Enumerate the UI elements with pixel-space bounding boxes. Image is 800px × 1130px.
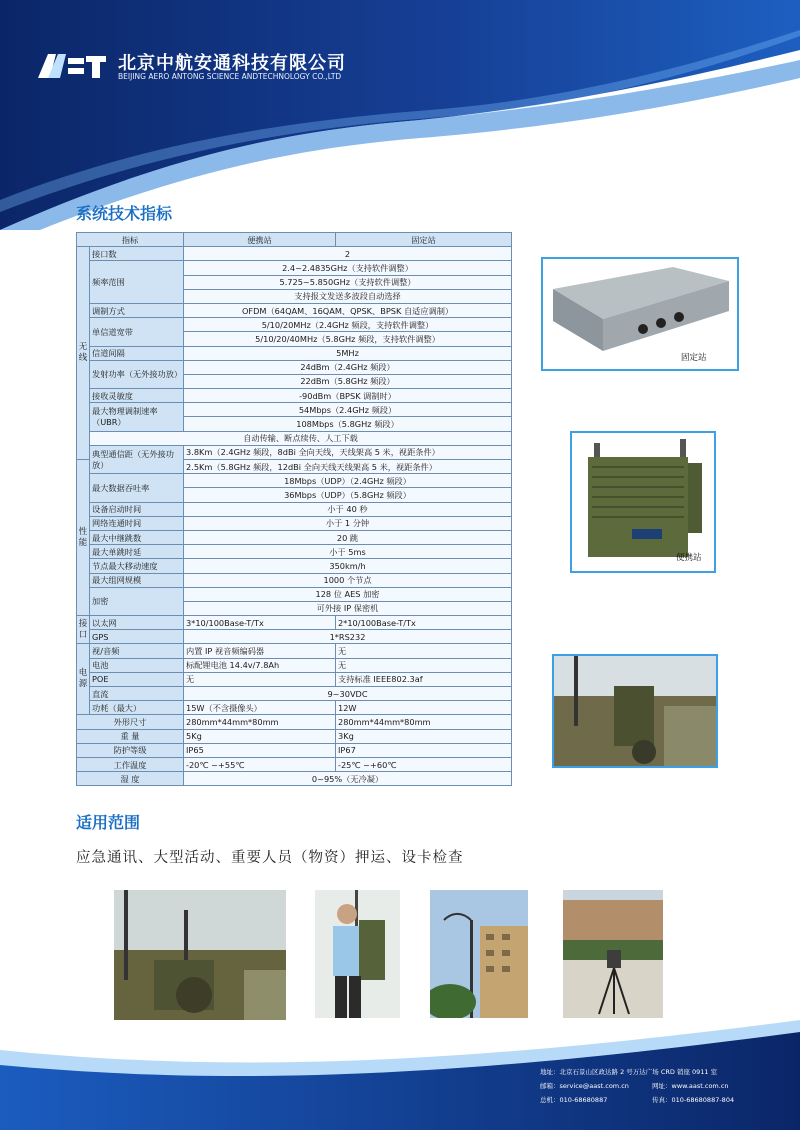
row-value: 小于 5ms <box>184 545 512 559</box>
row-value: 5MHz <box>184 346 512 360</box>
scene-photo-tripod <box>563 890 663 1018</box>
row-label: GPS <box>90 630 184 644</box>
scene-photo-vehicle <box>114 890 286 1020</box>
table-row <box>77 474 512 488</box>
row-value: 5/10/20MHz（2.4GHz 频段，支持软件调整） <box>184 318 512 332</box>
row-value: 无 <box>336 658 512 672</box>
row-label: 加密 <box>90 587 184 615</box>
row-label: 重 量 <box>77 729 184 743</box>
row-label: 设备启动时间 <box>90 502 184 516</box>
vehicle-photo <box>552 654 718 768</box>
row-label: 最大组网规模 <box>90 573 184 587</box>
row-value: 9~30VDC <box>184 687 512 701</box>
table-row <box>77 715 512 729</box>
row-value: 22dBm（5.8GHz 频段） <box>184 374 512 388</box>
row-label: 湿 度 <box>77 772 184 786</box>
fixed-station-caption: 固定站 <box>681 353 707 363</box>
table-row <box>77 233 512 247</box>
table-row <box>77 757 512 771</box>
row-label: 发射功率（无外接功放） <box>90 360 184 388</box>
row-value: 128 位 AES 加密 <box>184 587 512 601</box>
row-value: 支持报文发送多波段自动选择 <box>184 289 512 303</box>
category-wireless: 无线 <box>77 247 90 460</box>
footer-address: 地址：北京石景山区政达路 2 号万达广场 CRD 销座 0911 室 <box>540 1068 718 1076</box>
table-row <box>77 360 512 374</box>
table-row <box>77 389 512 403</box>
table-row <box>77 587 512 601</box>
row-value: 5Kg <box>184 729 336 743</box>
table-row <box>77 559 512 573</box>
row-value: 2.5Km（5.8GHz 频段，12dBi 全向天线天线架高 5 米，视距条件） <box>184 460 512 474</box>
row-label: 电池 <box>90 658 184 672</box>
row-label: 节点最大移动速度 <box>90 559 184 573</box>
row-value: IP65 <box>184 743 336 757</box>
footer-email[interactable]: 邮箱：service@aast.com.cn <box>540 1082 629 1090</box>
row-value: 3Kg <box>336 729 512 743</box>
company-logo <box>36 52 108 80</box>
footer-phone: 总机：010-68680887 <box>540 1096 608 1104</box>
table-row <box>77 729 512 743</box>
row-label: 典型通信距（无外接功放） <box>90 445 184 473</box>
row-label: 最大中继跳数 <box>90 530 184 544</box>
row-value: IP67 <box>336 743 512 757</box>
table-row <box>77 573 512 587</box>
application-section-title: 适用范围 <box>76 813 141 832</box>
row-value: OFDM（64QAM、16QAM、QPSK、BPSK 自适应调制） <box>184 303 512 317</box>
table-row <box>77 545 512 559</box>
row-label: 接口数 <box>90 247 184 261</box>
row-value: 0~95%（无冷凝） <box>184 772 512 786</box>
row-label: 工作温度 <box>77 757 184 771</box>
row-value: 1000 个节点 <box>184 573 512 587</box>
table-row <box>77 772 512 786</box>
spec-table <box>76 232 512 786</box>
table-row <box>77 431 512 445</box>
row-value: 24dBm（2.4GHz 频段） <box>184 360 512 374</box>
table-row <box>77 318 512 332</box>
footer-fax: 传真：010-68680887-804 <box>652 1096 735 1104</box>
row-value: 3.8Km（2.4GHz 频段，8dBi 全向天线，天线架高 5 米，视距条件） <box>184 445 512 459</box>
row-value: 1*RS232 <box>184 630 512 644</box>
fixed-station-device-image <box>543 259 737 369</box>
scene-photo-streetlight <box>430 890 528 1018</box>
table-row <box>77 658 512 672</box>
table-row <box>77 701 512 715</box>
row-value: 36Mbps（UDP）（5.8GHz 频段） <box>184 488 512 502</box>
row-value: 350km/h <box>184 559 512 573</box>
category-interface: 接口 <box>77 616 90 644</box>
row-value: 小于 40 秒 <box>184 502 512 516</box>
row-label: 调制方式 <box>90 303 184 317</box>
table-row <box>77 687 512 701</box>
row-value: 18Mbps（UDP）（2.4GHz 频段） <box>184 474 512 488</box>
category-performance: 性能 <box>77 460 90 616</box>
table-row <box>77 530 512 544</box>
row-value: 5/10/20/40MHz（5.8GHz 频段，支持软件调整） <box>184 332 512 346</box>
table-row <box>77 743 512 757</box>
row-value: 280mm*44mm*80mm <box>184 715 336 729</box>
spec-section-title: 系统技术指标 <box>76 204 173 223</box>
row-label: 频率范围 <box>90 261 184 304</box>
row-label: 视/音频 <box>90 644 184 658</box>
application-text: 应急通讯、大型活动、重要人员（物资）押运、设卡检查 <box>76 850 464 866</box>
row-value: 可外接 IP 保密机 <box>184 601 512 615</box>
row-label: 最大物理调制速率（UBR） <box>90 403 184 431</box>
table-row <box>77 516 512 530</box>
row-value: 标配锂电池 14.4v/7.8Ah <box>184 658 336 672</box>
row-label: 功耗（最大） <box>90 701 184 715</box>
fixed-station-photo <box>541 257 739 371</box>
table-row <box>77 346 512 360</box>
row-label: POE <box>90 672 184 686</box>
table-row <box>77 261 512 275</box>
row-value: 5.725~5.850GHz（支持软件调整） <box>184 275 512 289</box>
row-label: 单信道宽带 <box>90 318 184 346</box>
portable-station-caption: 便携站 <box>676 553 702 563</box>
row-value: 自动传输、断点续传、人工下载 <box>90 431 512 445</box>
row-value: 2 <box>184 247 512 261</box>
table-row <box>77 303 512 317</box>
row-value: 54Mbps（2.4GHz 频段） <box>184 403 512 417</box>
table-row <box>77 247 512 261</box>
row-value: 2*10/100Base-T/Tx <box>336 616 512 630</box>
table-row <box>77 445 512 459</box>
row-label: 外形尺寸 <box>77 715 184 729</box>
row-label: 接收灵敏度 <box>90 389 184 403</box>
row-value: 15W（不含摄像头） <box>184 701 336 715</box>
category-power: 电源 <box>77 644 90 715</box>
row-value: -90dBm（BPSK 调制时） <box>184 389 512 403</box>
row-value: 支持标准 IEEE802.3af <box>336 672 512 686</box>
company-name-en: BEIJING AERO ANTONG SCIENCE ANDTECHNOLOGY CO.,LTD <box>118 72 342 81</box>
row-label: 防护等级 <box>77 743 184 757</box>
footer-website[interactable]: 网址：www.aast.com.cn <box>652 1082 729 1090</box>
head-indicator: 指标 <box>77 233 184 247</box>
row-value: -20℃ ~+55℃ <box>184 757 336 771</box>
row-label: 以太网 <box>90 616 184 630</box>
row-value: 12W <box>336 701 512 715</box>
row-value: 108Mbps（5.8GHz 频段） <box>184 417 512 431</box>
row-value: 3*10/100Base-T/Tx <box>184 616 336 630</box>
head-portable: 便携站 <box>184 233 336 247</box>
row-label: 最大单跳时延 <box>90 545 184 559</box>
table-row <box>77 644 512 658</box>
table-row <box>77 616 512 630</box>
row-label: 直流 <box>90 687 184 701</box>
portable-station-photo <box>570 431 716 573</box>
row-label: 网络连通时间 <box>90 516 184 530</box>
scene-photo-backpack <box>315 890 400 1018</box>
head-fixed: 固定站 <box>336 233 512 247</box>
row-value: 无 <box>184 672 336 686</box>
row-value: 2.4~2.4835GHz（支持软件调整） <box>184 261 512 275</box>
row-value: -25℃ ~+60℃ <box>336 757 512 771</box>
vehicle-mounted-image <box>554 656 716 766</box>
table-row <box>77 403 512 417</box>
row-value: 20 跳 <box>184 530 512 544</box>
row-value: 无 <box>336 644 512 658</box>
row-value: 内置 IP 视音频编码器 <box>184 644 336 658</box>
row-value: 280mm*44mm*80mm <box>336 715 512 729</box>
header-banner <box>0 0 800 230</box>
table-row <box>77 630 512 644</box>
row-label: 信道间隔 <box>90 346 184 360</box>
table-row <box>77 502 512 516</box>
company-name-cn: 北京中航安通科技有限公司 <box>118 53 346 74</box>
row-value: 小于 1 分钟 <box>184 516 512 530</box>
row-label: 最大数据吞吐率 <box>90 474 184 502</box>
table-row <box>77 672 512 686</box>
